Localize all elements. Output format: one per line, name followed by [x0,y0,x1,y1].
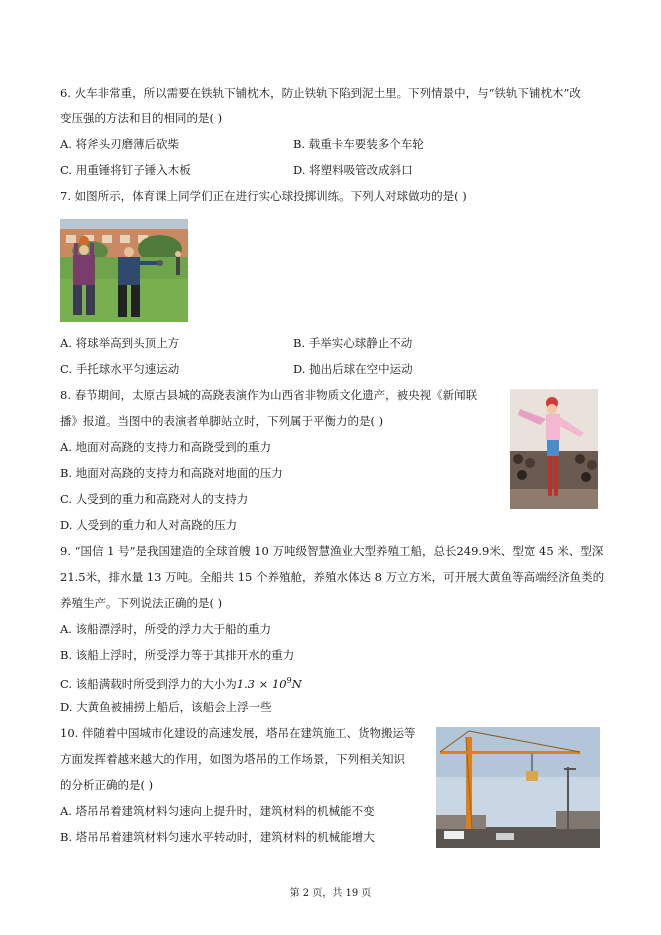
q6-stem-line1: 6. 火车非常重，所以需要在铁轨下铺枕木，防止铁轨下陷到泥土里。下列情景中，与“铁轨下铺枕木”改 [60,86,581,100]
q6-option-a: A. 将斧头刃磨薄后砍柴 [60,137,180,151]
q9-option-c-unit: N [291,676,302,691]
q7-option-b: B. 手举实心球静止不动 [293,336,413,350]
q7-stem: 7. 如图所示，体育课上同学们正在进行实心球投掷训练。下列人对球做功的是( ) [60,189,467,203]
q10-option-b: B. 塔吊吊着建筑材料匀速水平转动时，建筑材料的机械能增大 [60,830,375,844]
q7-option-d: D. 抛出后球在空中运动 [293,362,413,376]
q9-option-c-mantissa: 1.3 × 10 [236,676,287,691]
q6-option-b: B. 载重卡车要装多个车轮 [293,137,424,151]
q9-stem-line1: 9. “国信 1 号”是我国建造的全球首艘 10 万吨级智慧渔业大型养殖工船，总长249.9米、型宽 45 米、型深 [60,544,604,558]
q6-option-d: D. 将塑料吸管改成斜口 [293,163,413,177]
q8-option-b: B. 地面对高跷的支持力和高跷对地面的压力 [60,466,283,480]
q9-stem-line3: 养殖生产。下列说法正确的是( ) [60,596,223,610]
q10-tower-crane-photo [436,727,600,848]
q8-option-a: A. 地面对高跷的支持力和高跷受到的重力 [60,440,272,454]
q9-option-c-exponent: 9 [286,676,292,685]
q8-stem-line2: 播》报道。当图中的表演者单脚站立时，下列属于平衡力的是( ) [60,414,384,428]
q10-stem-line3: 的分析正确的是( ) [60,778,154,792]
q6-stem-line2: 变压强的方法和目的相同的是( ) [60,111,223,125]
q10-stem-line1: 10. 伴随着中国城市化建设的高速发展，塔吊在建筑施工、货物搬运等 [60,726,416,740]
q8-option-d: D. 人受到的重力和人对高跷的压力 [60,518,238,532]
q10-option-a: A. 塔吊吊着建筑材料匀速向上提升时，建筑材料的机械能不变 [60,804,375,818]
q9-stem-line2: 21.5米，排水量 13 万吨。全船共 15 个养殖舱，养殖水体达 8 万立方米，可开展大黄鱼等高端经济鱼类的 [60,570,605,584]
q8-option-c: C. 人受到的重力和高跷对人的支持力 [60,492,249,506]
q7-option-a: A. 将球举高到头顶上方 [60,336,180,350]
q7-option-c: C. 手托球水平匀速运动 [60,362,180,376]
q9-option-b: B. 该船上浮时，所受浮力等于其排开水的重力 [60,648,295,662]
q9-option-a: A. 该船漂浮时，所受的浮力大于船的重力 [60,622,272,636]
q8-stem-line1: 8. 春节期间，太原古县城的高跷表演作为山西省非物质文化遗产，被央视《新闻联 [60,388,478,402]
q9-option-d: D. 大黄鱼被捕捞上船后，该船会上浮一些 [60,700,272,714]
q10-stem-line2: 方面发挥着越来越大的作用，如图为塔吊的工作场景，下列相关知识 [60,752,405,766]
q9-option-c [60,674,302,691]
page-footer: 第 2 页，共 19 页 [289,888,372,899]
q8-stilt-performer-photo [510,389,598,509]
q7-shot-put-photo [60,219,188,322]
q6-option-c: C. 用重锤将钉子锤入木板 [60,163,191,177]
q9-option-c-text: C. 该船满载时所受到浮力的大小为 [60,676,237,691]
